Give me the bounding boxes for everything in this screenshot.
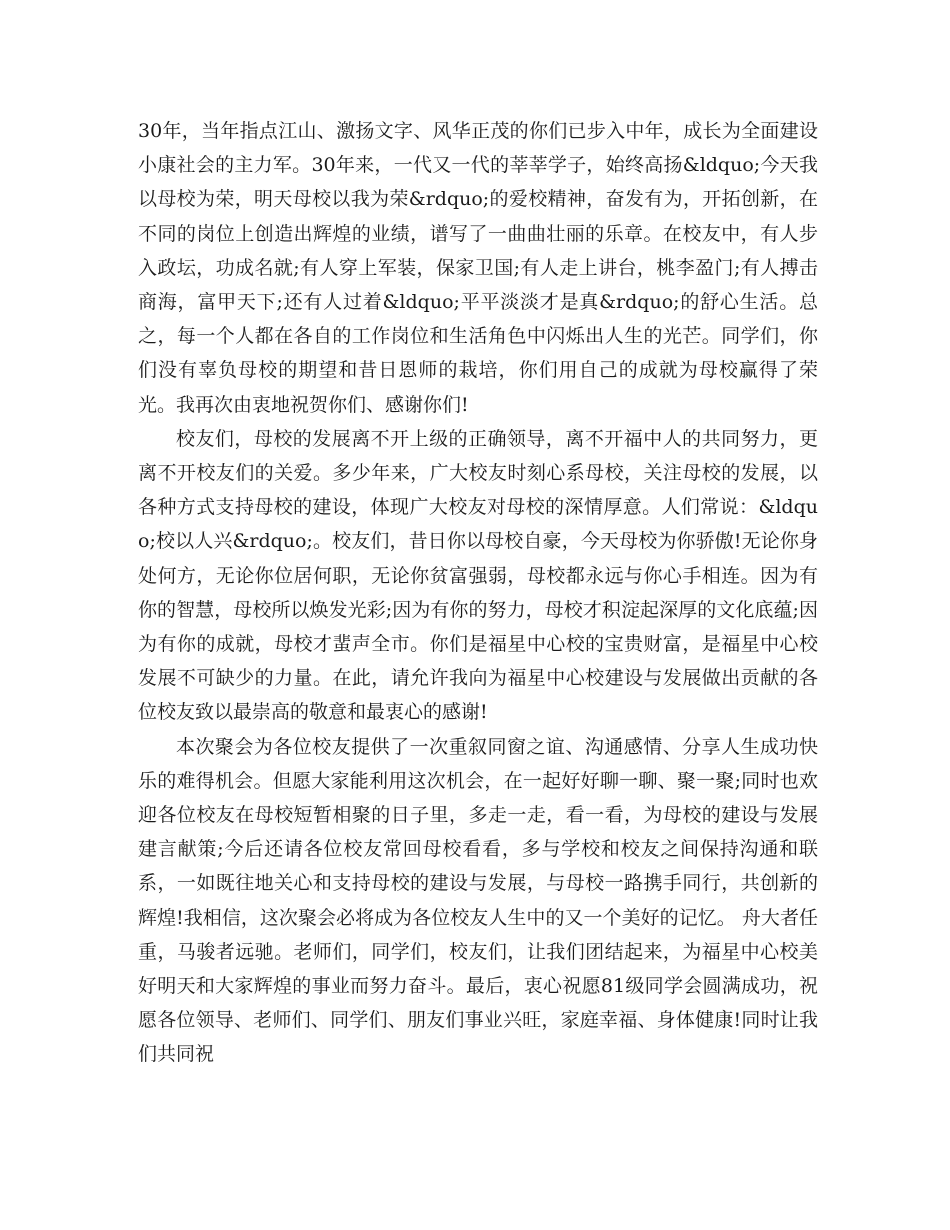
paragraph-2: 校友们，母校的发展离不开上级的正确领导，离不开福中人的共同努力，更离不开校友们的关爱。多少年来，广大校友时刻心系母校，关注母校的发展，以各种方式支持母校的建设，体现广大校友对母校的深情厚意。人们常说：&ldquo;校以人兴&rdquo;。校友们，昔日你以母校自豪，今天母校为你骄傲!无论你身处何方，无论你位居何职，无论你贫富强弱，母校都永远与你心手相连。因为有你的智慧，母校所以焕发光彩;因为有你的努力，母校才积淀起深厚的文化底蕴;因为有你的成就，母校才蜚声全市。你们是福星中心校的宝贵财富，是福星中心校发展不可缺少的力量。在此，请允许我向为福星中心校建设与发展做出贡献的各位校友致以最崇高的敬意和最衷心的感谢!: [138, 427, 818, 724]
document-body: [138, 114, 818, 1072]
paragraph-3: 本次聚会为各位校友提供了一次重叙同窗之谊、沟通感情、分享人生成功快乐的难得机会。但愿大家能利用这次机会，在一起好好聊一聊、聚一聚;同时也欢迎各位校友在母校短暂相聚的日子里，多走一走，看一看，为母校的建设与发展建言献策;今后还请各位校友常回母校看看，多与学校和校友之间保持沟通和联系，一如既往地关心和支持母校的建设与发展，与母校一路携手同行，共创新的辉煌!我相信，这次聚会必将成为各位校友人生中的又一个美好的记忆。 舟大者任重，马骏者远驰。老师们，同学们，校友们，让我们团结起来，为福星中心校美好明天和大家辉煌的事业而努力奋斗。最后，衷心祝愿81级同学会圆满成功，祝愿各位领导、老师们、同学们、朋友们事业兴旺，家庭幸福、身体健康!同时让我们共同祝: [138, 735, 818, 1066]
paragraph-1: 30年，当年指点江山、激扬文字、风华正茂的你们已步入中年，成长为全面建设小康社会的主力军。30年来，一代又一代的莘莘学子，始终高扬&ldquo;今天我以母校为荣，明天母校以我为荣&rdquo;的爱校精神，奋发有为，开拓创新，在不同的岗位上创造出辉煌的业绩，谱写了一曲曲壮丽的乐章。在校友中，有人步入政坛，功成名就;有人穿上军装，保家卫国;有人走上讲台，桃李盈门;有人搏击商海，富甲天下;还有人过着&ldquo;平平淡淡才是真&rdquo;的舒心生活。总之，每一个人都在各自的工作岗位和生活角色中闪烁出人生的光芒。同学们，你们没有辜负母校的期望和昔日恩师的栽培，你们用自己的成就为母校赢得了荣光。我再次由衷地祝贺你们、感谢你们!: [138, 120, 818, 416]
